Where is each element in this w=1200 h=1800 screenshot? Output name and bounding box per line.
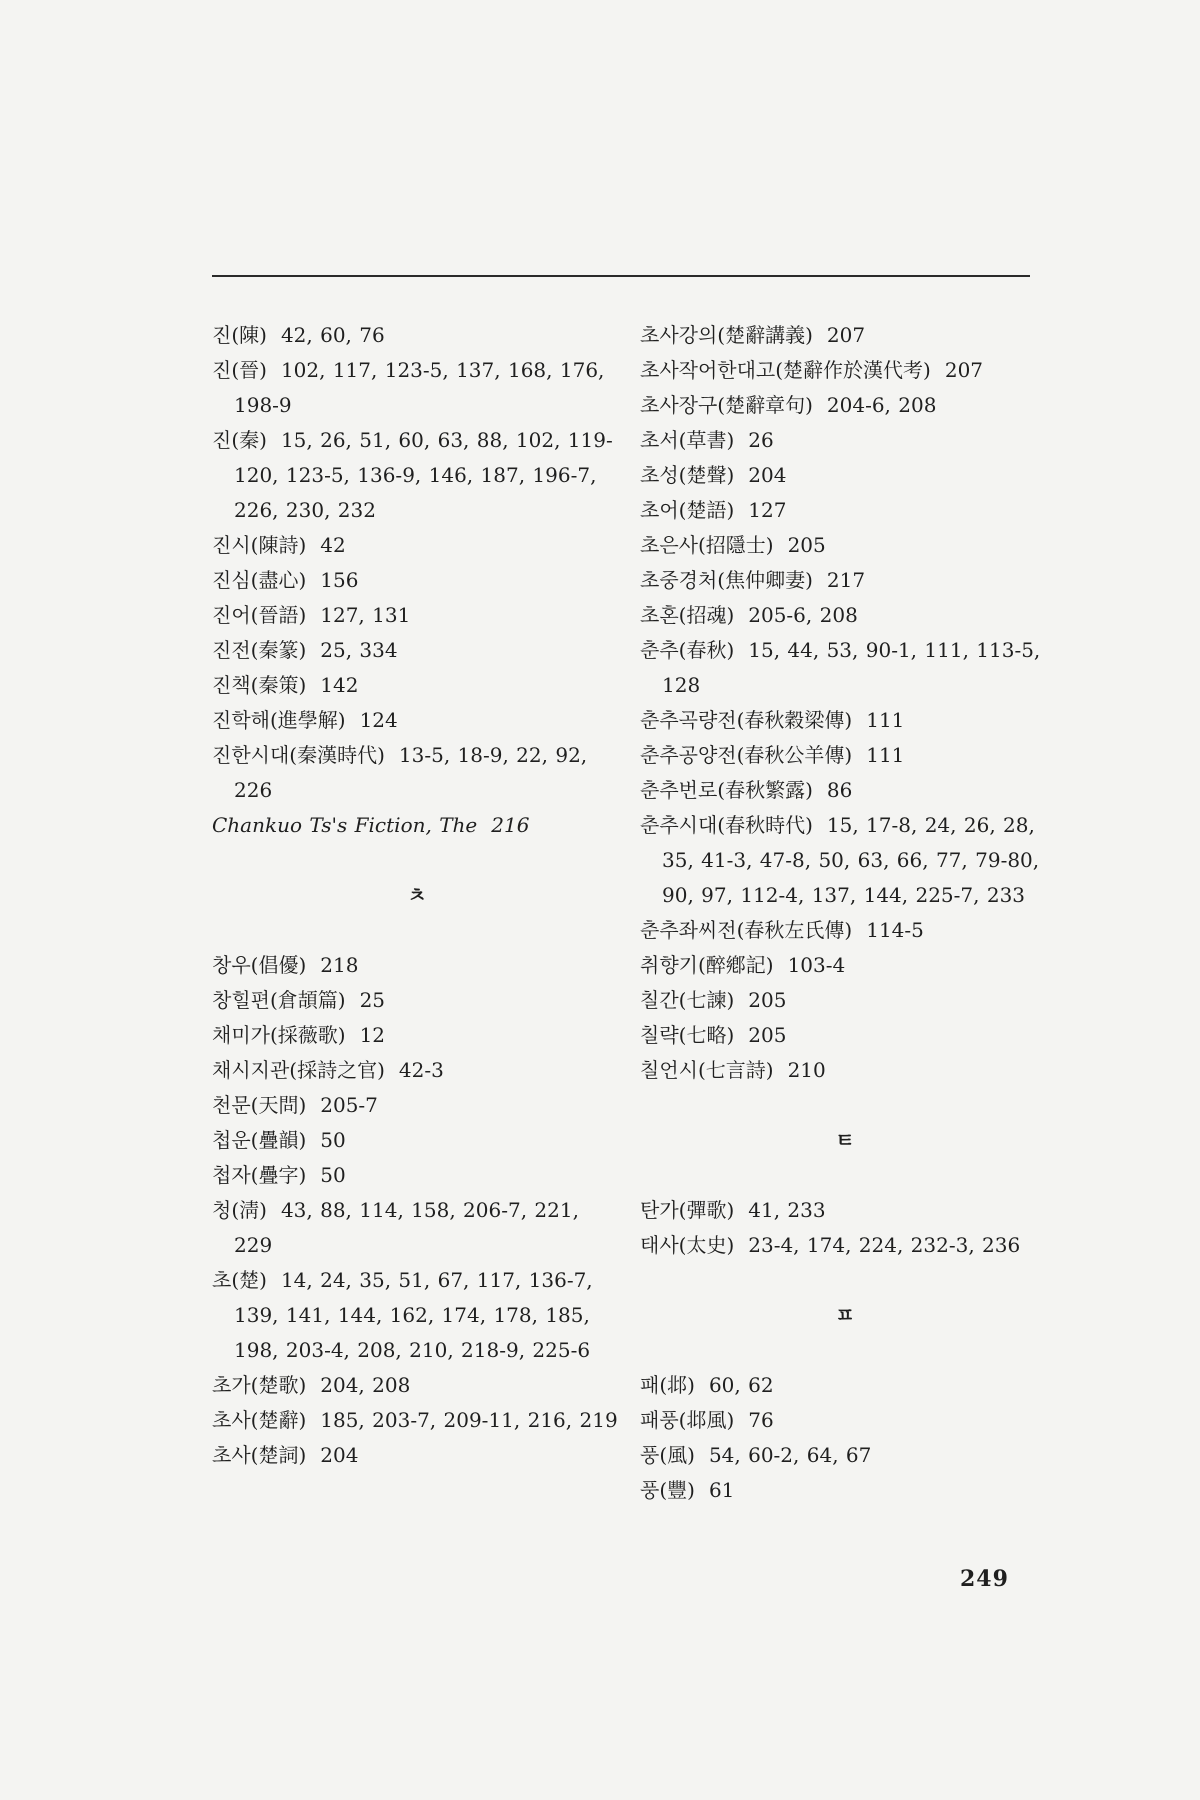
index-pages: 111	[866, 743, 905, 767]
index-entry	[212, 1263, 622, 1368]
index-term: 진어(晉語)	[212, 603, 307, 627]
index-term: 초혼(招魂)	[640, 603, 735, 627]
index-entry	[640, 318, 1050, 353]
index-term: 진전(秦篆)	[212, 638, 307, 662]
index-pages: 204, 208	[320, 1373, 411, 1397]
index-entry	[640, 1473, 1050, 1508]
index-entry	[640, 983, 1050, 1018]
index-entry	[212, 668, 622, 703]
index-entry	[212, 983, 622, 1018]
index-pages: 54, 60-2, 64, 67	[708, 1443, 872, 1467]
index-term: 초사(楚辭)	[212, 1408, 307, 1432]
index-term: 초서(草書)	[640, 428, 735, 452]
index-term: 초가(楚歌)	[212, 1373, 307, 1397]
index-pages: 13-5, 18-9, 22, 92, 226	[234, 743, 588, 802]
index-entry	[640, 808, 1050, 913]
index-entry	[640, 1403, 1050, 1438]
index-entry	[212, 1368, 622, 1403]
header-rule	[212, 275, 1030, 277]
index-pages: 14, 24, 35, 51, 67, 117, 136-7, 139, 141, 144, 162, 174, 178, 185, 198, 203-4, 208, 210, 218-9, 225-6	[234, 1268, 593, 1362]
index-pages: 41, 233	[748, 1198, 826, 1222]
index-entry	[640, 738, 1050, 773]
index-entry	[212, 738, 622, 808]
index-term: 진(秦)	[212, 428, 267, 452]
index-term: 초은사(招隱士)	[640, 533, 774, 557]
index-pages: 127	[748, 498, 787, 522]
right-column	[640, 318, 1050, 1508]
index-pages: 15, 17-8, 24, 26, 28, 35, 41-3, 47-8, 50, 63, 66, 77, 79-80, 90, 97, 112-4, 137, 144, 225-7, 233	[662, 813, 1040, 907]
index-pages: 142	[320, 673, 359, 697]
index-entry	[640, 1018, 1050, 1053]
index-term: 춘추(春秋)	[640, 638, 735, 662]
index-pages: 204-6, 208	[826, 393, 937, 417]
index-pages: 210	[787, 1058, 826, 1082]
index-entry	[212, 1018, 622, 1053]
index-term: 첩운(疊韻)	[212, 1128, 307, 1152]
index-entry	[640, 458, 1050, 493]
index-term: 첩자(疊字)	[212, 1163, 307, 1187]
index-pages: 205	[748, 1023, 787, 1047]
index-pages: 86	[826, 778, 853, 802]
index-term: 풍(豐)	[640, 1478, 695, 1502]
index-entry	[212, 1053, 622, 1088]
index-entry	[640, 1368, 1050, 1403]
index-term: 진(晉)	[212, 358, 267, 382]
index-term: 칠간(七諫)	[640, 988, 735, 1012]
left-entries-group	[212, 318, 622, 843]
index-pages: 42	[320, 533, 346, 557]
index-pages: 60, 62	[708, 1373, 774, 1397]
index-pages: 15, 44, 53, 90-1, 111, 113-5, 128	[662, 638, 1041, 697]
index-entry	[212, 808, 622, 843]
index-pages: 205-7	[320, 1093, 378, 1117]
index-term: 초사작어한대고(楚辭作於漢代考)	[640, 358, 931, 382]
index-term: 창우(倡優)	[212, 953, 307, 977]
index-term: Chankuo Ts's Fiction, The	[212, 813, 478, 837]
index-entry	[640, 633, 1050, 703]
index-pages: 205-6, 208	[748, 603, 858, 627]
index-entry	[212, 318, 622, 353]
section-heading-pieup: ㅍ	[835, 1303, 855, 1327]
index-entry	[212, 1158, 622, 1193]
index-entry	[212, 598, 622, 633]
index-pages: 15, 26, 51, 60, 63, 88, 102, 119-120, 123-5, 136-9, 146, 187, 196-7, 226, 230, 232	[234, 428, 613, 522]
index-entry	[640, 423, 1050, 458]
index-pages: 42, 60, 76	[280, 323, 385, 347]
index-term: 청(淸)	[212, 1198, 267, 1222]
right-entries-group-t	[640, 1193, 1050, 1263]
index-term: 춘추곡량전(春秋穀梁傳)	[640, 708, 853, 732]
index-pages: 205	[787, 533, 826, 557]
index-pages: 42-3	[398, 1058, 444, 1082]
index-entry	[640, 1228, 1050, 1263]
index-term: 천문(天問)	[212, 1093, 307, 1117]
index-term: 채시지관(採詩之官)	[212, 1058, 385, 1082]
index-entry	[212, 1403, 622, 1438]
index-pages: 205	[748, 988, 787, 1012]
index-entry	[212, 633, 622, 668]
index-pages: 207	[826, 323, 866, 347]
index-entry	[640, 948, 1050, 983]
index-entry	[640, 598, 1050, 633]
index-pages: 216	[491, 813, 530, 837]
index-term: 패풍(邶風)	[640, 1408, 735, 1432]
index-term: 초(楚)	[212, 1268, 267, 1292]
index-entry	[212, 353, 622, 423]
index-term: 춘추좌씨전(春秋左氏傳)	[640, 918, 853, 942]
index-pages: 26	[748, 428, 774, 452]
index-term: 초사(楚詞)	[212, 1443, 307, 1467]
index-term: 패(邶)	[640, 1373, 695, 1397]
index-entry	[640, 1193, 1050, 1228]
index-entry	[640, 563, 1050, 598]
index-pages: 103-4	[787, 953, 846, 977]
index-pages: 218	[320, 953, 359, 977]
index-term: 춘추공양전(春秋公羊傳)	[640, 743, 853, 767]
index-entry	[640, 773, 1050, 808]
index-pages: 204	[320, 1443, 359, 1467]
index-pages: 111	[866, 708, 905, 732]
index-entry	[640, 1053, 1050, 1088]
index-term: 초중경처(焦仲卿妻)	[640, 568, 813, 592]
index-pages: 61	[708, 1478, 735, 1502]
index-entry	[640, 493, 1050, 528]
index-entry	[212, 703, 622, 738]
index-entry	[212, 1438, 622, 1473]
index-term: 진심(盡心)	[212, 568, 307, 592]
index-entry	[212, 1193, 622, 1263]
index-pages: 12	[359, 1023, 386, 1047]
index-term: 탄가(彈歌)	[640, 1198, 735, 1222]
index-pages: 185, 203-7, 209-11, 216, 219	[320, 1408, 618, 1432]
left-column	[212, 318, 622, 1473]
index-pages: 114-5	[866, 918, 924, 942]
index-pages: 23-4, 174, 224, 232-3, 236	[748, 1233, 1021, 1257]
index-entry	[212, 563, 622, 598]
index-pages: 156	[320, 568, 359, 592]
index-pages: 124	[359, 708, 398, 732]
index-entry	[640, 703, 1050, 738]
page-number: 249	[960, 1566, 1009, 1592]
right-entries-group	[640, 318, 1050, 1088]
index-pages: 204	[748, 463, 787, 487]
index-term: 취향기(醉鄕記)	[640, 953, 774, 977]
index-pages: 50	[320, 1128, 346, 1152]
index-entry	[640, 388, 1050, 423]
index-term: 채미가(採薇歌)	[212, 1023, 346, 1047]
index-pages: 50	[320, 1163, 346, 1187]
index-term: 초사강의(楚辭講義)	[640, 323, 813, 347]
index-term: 진책(秦策)	[212, 673, 307, 697]
index-entry	[212, 528, 622, 563]
index-term: 풍(風)	[640, 1443, 695, 1467]
index-term: 칠언시(七言詩)	[640, 1058, 774, 1082]
index-term: 진(陳)	[212, 323, 267, 347]
index-entry	[640, 913, 1050, 948]
index-pages: 207	[944, 358, 984, 382]
right-entries-group-p	[640, 1368, 1050, 1508]
index-pages: 43, 88, 114, 158, 206-7, 221, 229	[234, 1198, 579, 1257]
index-entry	[212, 423, 622, 528]
index-pages: 127, 131	[320, 603, 411, 627]
index-term: 태사(太史)	[640, 1233, 735, 1257]
index-term: 칠략(七略)	[640, 1023, 735, 1047]
index-entry	[640, 1438, 1050, 1473]
index-entry	[640, 353, 1050, 388]
section-heading-tieut: ㅌ	[835, 1128, 855, 1152]
index-entry	[212, 1123, 622, 1158]
section-heading-chieut: ㅊ	[407, 883, 427, 907]
left-entries-group-2	[212, 948, 622, 1473]
index-entry	[212, 1088, 622, 1123]
index-entry	[640, 528, 1050, 563]
index-term: 춘추번로(春秋繁露)	[640, 778, 813, 802]
index-term: 진학해(進學解)	[212, 708, 346, 732]
index-term: 창힐편(倉頡篇)	[212, 988, 346, 1012]
index-pages: 25, 334	[320, 638, 398, 662]
index-pages: 76	[748, 1408, 774, 1432]
index-entry	[212, 948, 622, 983]
index-term: 춘추시대(春秋時代)	[640, 813, 813, 837]
index-pages: 217	[826, 568, 866, 592]
index-term: 초어(楚語)	[640, 498, 735, 522]
index-term: 초성(楚聲)	[640, 463, 735, 487]
index-term: 진한시대(秦漢時代)	[212, 743, 385, 767]
index-term: 진시(陳詩)	[212, 533, 307, 557]
index-term: 초사장구(楚辭章句)	[640, 393, 813, 417]
index-pages: 102, 117, 123-5, 137, 168, 176, 198-9	[234, 358, 605, 417]
index-pages: 25	[359, 988, 386, 1012]
